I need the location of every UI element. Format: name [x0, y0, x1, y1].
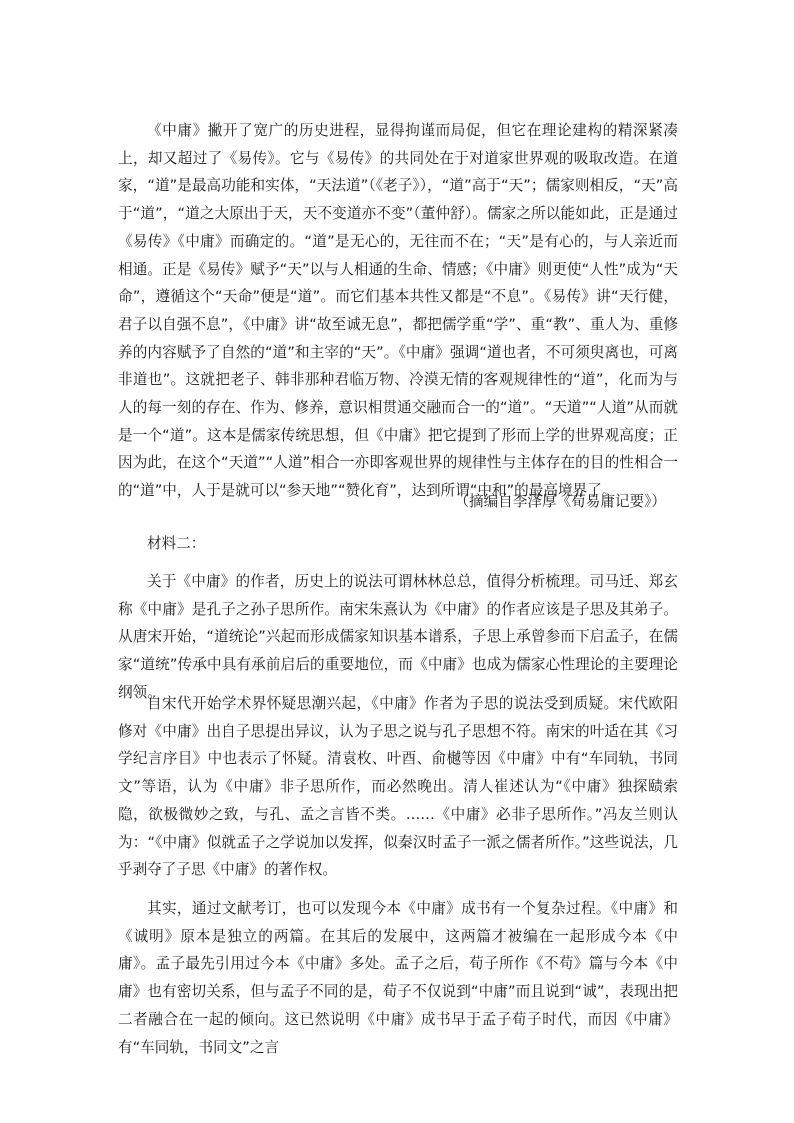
- source-citation: （摘编自李泽厚《荀易庸记要》）: [454, 493, 666, 510]
- paragraph-2: 关于《中庸》的作者，历史上的说法可谓林林总总，值得分析梳理。司马迁、郑玄称《中庸》是孔子之孙子思所作。南宋朱熹认为《中庸》的作者应该是子思及其弟子。从唐宋开始，“道统论”兴起而形成儒家知识基本谱系，子思上承曾参而下启孟子，在儒家“道统”传承中具有承前启后的重要地位，而《中庸》也成为儒家心性理论的主要理论纲领。: [118, 573, 678, 701]
- material-2-label: 材料二：: [147, 535, 206, 552]
- paragraph-4: 其实，通过文献考订，也可以发现今本《中庸》成书有一个复杂过程。《中庸》和《诚明》原本是独立的两篇。在其后的发展中，这两篇才被编在一起形成今本《中庸》。孟子最先引用过今本《中庸》多处。孟子之后，荀子所作《不苟》篇与今本《中庸》也有密切关系，但与孟子不同的是，荀子不仅说到“中庸”而且说到“诚”，表现出把二者融合在一起的倾向。这已然说明《中庸》成书早于孟子荀子时代，而因《中庸》有“车同轨，书同文”之言: [118, 900, 678, 1056]
- paragraph-1: 《中庸》撇开了宽广的历史进程，显得拘谨而局促，但它在理论建构的精深紧凑上，却又超过了《易传》。它与《易传》的共同处在于对道家世界观的吸取改造。在道家，“道”是最高功能和实体，“天法道”（《老子》），“道”高于“天”；儒家则相反，“天”高于“道”，“道之大原出于天，天不变道亦不变”（董仲舒）。儒家之所以能如此，正是通过《易传》《中庸》而确定的。“道”是无心的，无往而不在；“天”是有心的，与人亲近而相通。正是《易传》赋予“天”以与人相通的生命、情感；《中庸》则更使“人性”成为“天命”，遵循这个“天命”便是“道”。而它们基本共性又都是“不息”。《易传》讲“天行健，君子以自强不息”，《中庸》讲“故至诚无息”，都把儒学重“学”、重“教”、重人为、重修养的内容赋予了自然的“道”和主宰的“天”。《中庸》强调“道也者，不可须臾离也，可离非道也”。这就把老子、韩非那种君临万物、冷漠无情的客观规律性的“道”，化而为与人的每一刻的存在、作为、修养，意识相贯通交融而合一的“道”。“天道”“人道”从而就是一个“道”。这本是儒家传统思想，但《中庸》把它提到了形而上学的世界观高度；正因为此，在这个“天道”“人道”相合一亦即客观世界的规律性与主体存在的目的性相合一的“道”中，人于是就可以“参天地”“赞化育”，达到所谓“中和”的最高境界了。: [118, 122, 678, 500]
- paragraph-3: 自宋代开始学术界怀疑思潮兴起，《中庸》作者为子思的说法受到质疑。宋代欧阳修对《中庸》出自子思提出异议，认为子思之说与孔子思想不符。南宋的叶适在其《习学纪言序目》中也表示了怀疑。清袁枚、叶酉、俞樾等因《中庸》中有“车同轨，书同文”等语，认为《中庸》非子思所作，而必然晚出。清人崔述认为“《中庸》独探赜索隐，欲极微妙之致，与孔、孟之言皆不类。……《中庸》必非子思所作。”冯友兰则认为：“《中庸》似就孟子之学说加以发挥，似秦汉时孟子一派之儒者所作。”这些说法，几乎剥夺了子思《中庸》的著作权。: [118, 695, 678, 879]
